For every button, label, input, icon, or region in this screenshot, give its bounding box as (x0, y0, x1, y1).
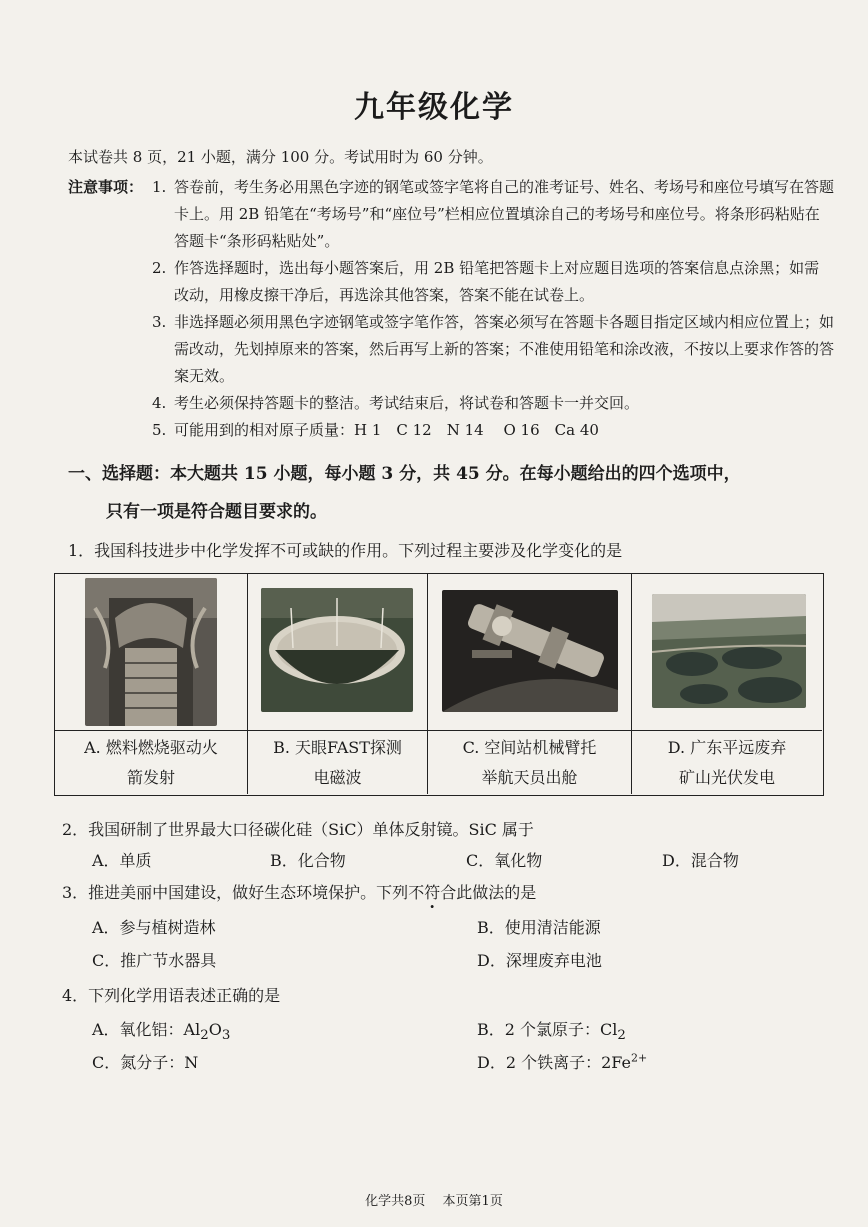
fast-telescope-image (261, 588, 413, 712)
space-station-arm-image (442, 590, 618, 712)
q4-option-d: D．2 个铁离子：$2Fe^{2+}$ (477, 1051, 648, 1072)
page-title: 九年级化学 (354, 90, 514, 125)
notes-heading: 注意事项： (68, 178, 144, 196)
page-footer: 化学共8页 本页第1页 (365, 1194, 503, 1209)
q4-option-b: B．2 个氯原子：$Cl_2$ (477, 1020, 626, 1044)
question-3-stem: 3．推进美丽中国建设，做好生态环境保护。下列不符合此做法的是 (62, 883, 537, 902)
q2-option-b: B．化合物 (270, 851, 346, 870)
option-caption-d: D. 广东平远废弃 矿山光伏发电 (632, 730, 822, 797)
question-1-stem: 1．我国科技进步中化学发挥不可或缺的作用。下列过程主要涉及化学变化的是 (68, 541, 623, 560)
note-text: 答卷前，考生务必用黑色字迹的钢笔或签字笔将自己的准考证号、姓名、考场号和座位号填写在答题卡上。用 2B 铅笔在“考场号”和“座位号”栏相应位置填涂自己的考场号和座位号。将条形码粘贴在答题卡“条形码粘贴处”。 (174, 178, 835, 250)
q2-option-c: C．氧化物 (466, 851, 543, 870)
q4-option-a: A．氧化铝：$Al_2O_3$ (92, 1020, 231, 1044)
emphasis-not-fit: 不符合 (408, 883, 457, 902)
q4-option-c: C．氮分子：N (92, 1053, 199, 1072)
exam-intro: 本试卷共 8 页，21 小题，满分 100 分。考试用时为 60 分钟。 (68, 148, 493, 166)
note-number: 3. (152, 313, 167, 331)
note-text: 考生必须保持答题卡的整洁。考试结束后，将试卷和答题卡一并交回。 (174, 394, 640, 412)
note-number: 2. (152, 259, 167, 277)
rocket-launch-image (85, 578, 217, 726)
note-text: 非选择题必须用黑色字迹钢笔或签字笔作答，答案必须写在答题卡各题目指定区域内相应位置上；如需改动，先划掉原来的答案，然后再写上新的答案；不准使用铅笔和涂改液，不按以上要求作答的答案无效。 (174, 313, 835, 385)
option-caption-c: C. 空间站机械臂托 举航天员出舱 (428, 730, 631, 797)
q3-option-d: D．深埋废弃电池 (477, 951, 602, 970)
note-number: 5. (152, 421, 167, 439)
section-line-1: 一、选择题：本大题共 15 小题，每小题 3 分，共 45 分。在每小题给出的四个选项中， (68, 464, 741, 484)
q2-option-a: A．单质 (92, 851, 152, 870)
question-1-image-table (54, 573, 824, 796)
question-2-stem: 2．我国研制了世界最大口径碳化硅（SiC）单体反射镜。SiC 属于 (62, 820, 534, 839)
q3-option-a: A．参与植树造林 (92, 918, 216, 937)
q2-option-d: D．混合物 (662, 851, 739, 870)
note-number: 4. (152, 394, 167, 412)
question-4-stem: 4．下列化学用语表述正确的是 (62, 986, 281, 1005)
option-caption-b: B. 天眼FAST探测 电磁波 (248, 730, 427, 797)
section-line-2: 只有一项是符合题目要求的。 (106, 502, 327, 522)
note-text: 可能用到的相对原子质量：H 1 C 12 N 14 O 16 Ca 40 (174, 421, 599, 439)
option-cell-a (55, 574, 248, 794)
q3-option-c: C．推广节水器具 (92, 951, 217, 970)
note-text: 作答选择题时，选出每小题答案后，用 2B 铅笔把答题卡上对应题目选项的答案信息点涂黑；如需改动，用橡皮擦干净后，再选涂其他答案，答案不能在试卷上。 (174, 259, 820, 304)
note-number: 1. (152, 178, 167, 196)
option-cell-d (632, 574, 822, 794)
q3-option-b: B．使用清洁能源 (477, 918, 601, 937)
section-heading (68, 455, 828, 531)
solar-farm-image (652, 594, 806, 708)
option-cell-c (428, 574, 632, 794)
option-caption-a: A. 燃料燃烧驱动火 箭发射 (55, 730, 247, 797)
option-cell-b (248, 574, 428, 794)
